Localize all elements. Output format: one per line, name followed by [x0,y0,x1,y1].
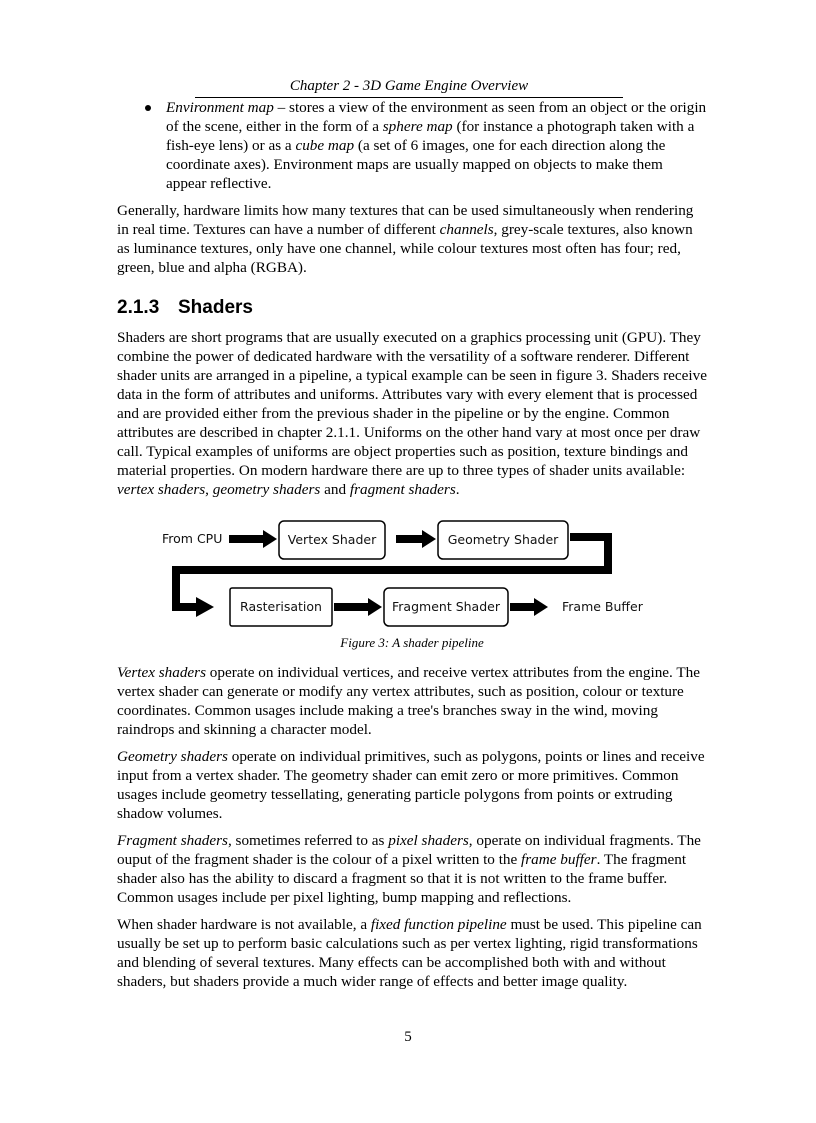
term-fragment-shaders: fragment shaders [349,481,456,498]
paragraph-fixed-function [117,915,707,991]
term-vertex-shaders: vertex shaders [117,481,206,498]
paragraph-geometry-shaders [117,747,707,823]
term-fixed-function-pipeline: fixed function pipeline [370,916,507,933]
text-run: (for instance a photograph taken with a fish-eye lens) or as a [166,118,695,154]
paragraph-shaders-intro [117,328,707,499]
term-channels: channels [439,221,494,238]
label-geometry-shader: Geometry Shader [447,532,559,547]
list-item-environment-map [117,98,707,193]
text-run: , [205,481,213,498]
term-frame-buffer: frame buffer [521,851,597,868]
term-geometry-shaders: Geometry shaders [117,748,228,765]
arrow-shaft [229,535,263,543]
label-frame-buffer: Frame Buffer [562,599,643,614]
shader-pipeline-figure [117,509,707,635]
term-geometry-shaders: geometry shaders [212,481,321,498]
text-run: – stores a view of the environment as seen from an object or the origin of the scene, either in the form of a [166,99,707,135]
text-run: (a set of 6 images, one for each direction along the coordinate axes). Environment maps are usually mapped on objects to make them appear reflective. [166,137,666,192]
text-run: . [455,481,460,498]
arrow-shaft [334,603,368,611]
text-run: operate on individual primitives, such as polygons, points or lines and receive input from a vertex shader. The geometry shader can emit zero or more primitives. Common usages include geometry tessellating, generating particle polygons from points or extruding shadow volumes. [117,748,705,822]
arrow-shaft [510,603,534,611]
text-run: Generally, hardware limits how many textures that can be used simultaneously when rendering in real time. Textures can have a number of different [117,202,694,238]
shader-pipeline-diagram [162,509,652,635]
section-title: Shaders [178,297,253,318]
paragraph-textures [117,201,707,277]
label-from-cpu: From CPU [162,531,223,546]
text-run: , grey-scale textures, also known as luminance textures, only have one channel, while colour textures most often has four; red, green, blue and alpha (RGBA). [117,221,693,276]
term-pixel-shaders: pixel shaders [388,832,469,849]
arrow-head-icon [422,530,436,548]
label-vertex-shader: Vertex Shader [287,532,377,547]
figure-caption: Figure 3: A shader pipeline [340,635,484,650]
term-sphere-map: sphere map [382,118,453,135]
arrow-head-icon [263,530,277,548]
running-header: Chapter 2 - 3D Game Engine Overview [195,76,623,98]
text-run: operate on individual vertices, and receive vertex attributes from the engine. The vertex shader can generate or modify any vertex attributes, such as position, colour or texture coordinates. Common usages include making a tree's branches sway in the wind, moving raindrops and skinning a character model. [117,664,700,738]
label-rasterisation: Rasterisation [240,599,322,614]
section-number: 2.1.3 [117,297,160,318]
paragraph-vertex-shaders [117,663,707,739]
arrow-head-icon [196,597,214,617]
term-cube-map: cube map [295,137,355,154]
bullet-icon [145,105,151,111]
arrow-shaft [396,535,422,543]
text-run: Shaders are short programs that are usually executed on a graphics processing unit (GPU). They combine the power of dedicated hardware with the versatility of a software renderer. Different shader units are arranged in a pipeline, a typical example can be seen in figure 3. Shaders receive data in the form of attributes and uniforms. Attributes vary with every element that is processed and are provided either from the previous shader in the pipeline or by the engine. Common attributes are described in chapter 2.1.1. Uniforms on the other hand vary at most once per draw call. Typical examples of uniforms are object properties such as position, texture bindings and material properties. On modern hardware there are up to three types of shader units available: [117,329,707,479]
paragraph-fragment-shaders [117,831,707,907]
text-run: When shader hardware is not available, a [117,916,371,933]
body-text [117,98,707,999]
arrow-head-icon [368,598,382,616]
arrow-head-icon [534,598,548,616]
term-vertex-shaders: Vertex shaders [117,664,206,681]
text-run: must be used. This pipeline can usually be set up to perform basic calculations such as per vertex lighting, rigid transformations and blending of several textures. Many effects can be accomplished both with and without shaders, but shaders provide a much wider range of effects and better image quality. [117,916,702,990]
text-run: , operate on individual fragments. The ouput of the fragment shader is the colour of a pixel written to the [117,832,701,868]
term-environment-map: Environment map [166,99,274,116]
text-run: , sometimes referred to as [227,832,389,849]
page-number: 5 [404,1029,412,1045]
text-run: and [320,481,350,498]
label-fragment-shader: Fragment Shader [392,599,500,614]
term-fragment-shaders: Fragment shaders [117,832,228,849]
section-heading [117,296,707,320]
text-run: . The fragment shader also has the ability to discard a fragment so that it is not written to the frame buffer. Common usages include per pixel lighting, bump mapping and reflections. [117,851,687,906]
